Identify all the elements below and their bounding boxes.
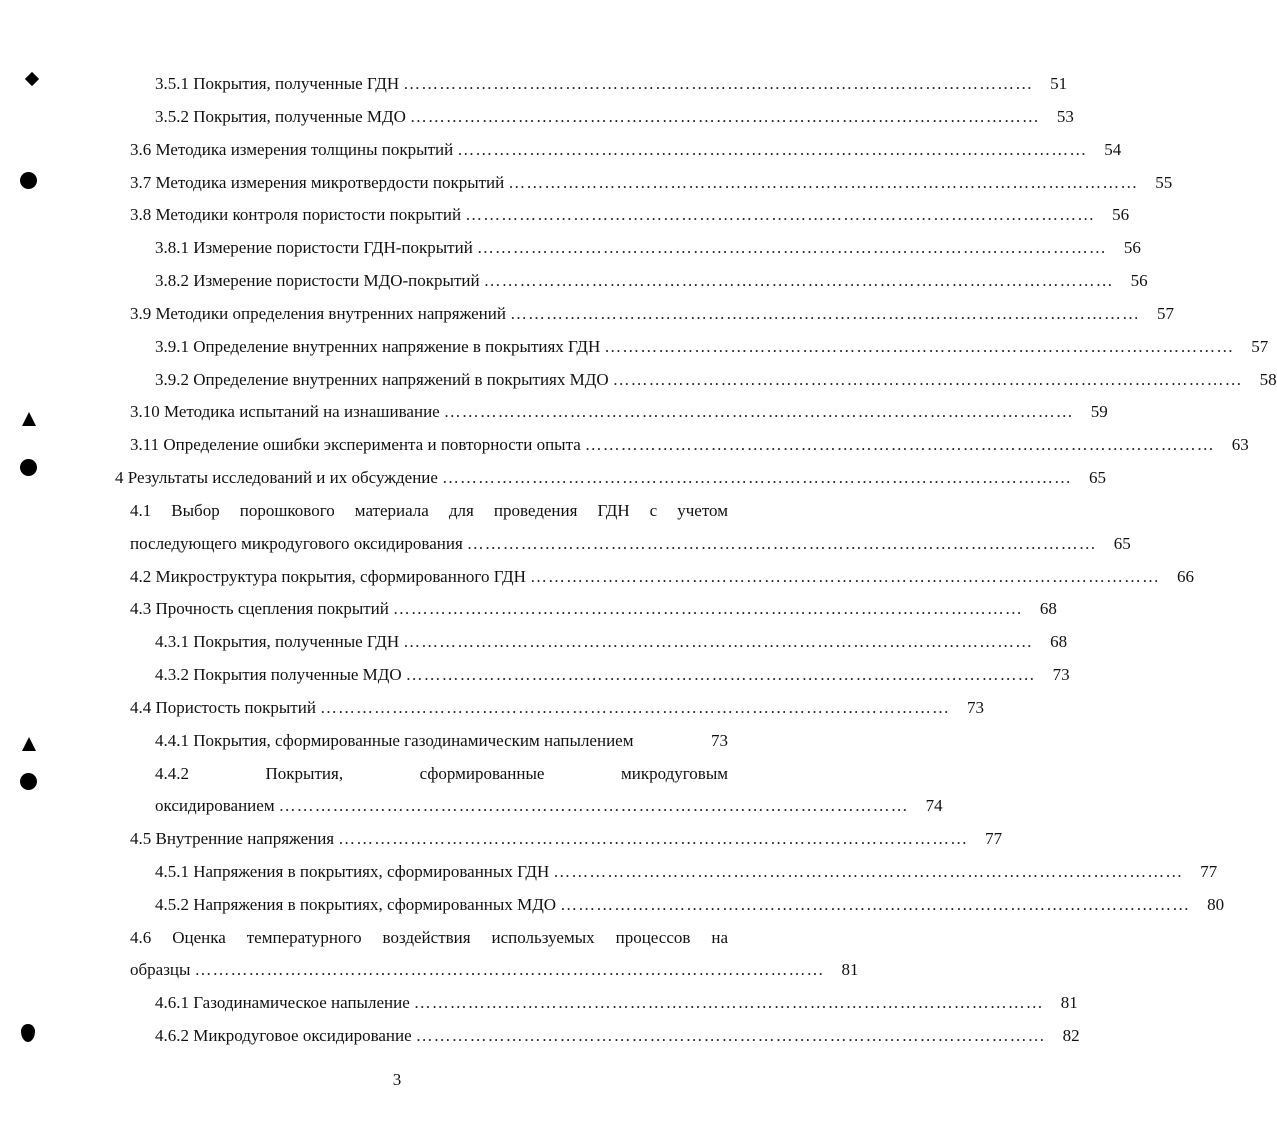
toc-entry-page: 59 <box>1090 402 1108 421</box>
toc-entry <box>155 795 943 817</box>
toc-entry-title: 4.5.1 Напряжения в покрытиях, сформированных ГДН <box>155 862 550 881</box>
toc-entry-page: 73 <box>1052 665 1070 684</box>
toc-entry <box>130 401 1108 423</box>
toc-entry-title: 4.5 Внутренние напряжения <box>130 829 335 848</box>
toc-entry-title: 3.11 Определение ошибки эксперимента и повторности опыта <box>130 435 581 454</box>
toc-leader-dots: …………………………………………………………………………………………… <box>194 960 825 979</box>
toc-leader-dots: …………………………………………………………………………………………… <box>319 698 950 717</box>
toc-leader-dots: …………………………………………………………………………………………… <box>604 337 1235 356</box>
toc-entry-title: 3.6 Методика измерения толщины покрытий <box>130 140 454 159</box>
toc-entry <box>130 303 1174 325</box>
toc-entry-title: образцы <box>130 960 191 979</box>
toc-entry-page: 81 <box>1060 993 1078 1012</box>
punch-hole-icon <box>20 172 37 189</box>
toc-entry-title: оксидированием <box>155 796 275 815</box>
toc-entry-page: 80 <box>1207 895 1225 914</box>
toc-entry-page: 56 <box>1130 271 1148 290</box>
toc-entry-title: 3.8 Методики контроля пористости покрытий <box>130 205 462 224</box>
toc-entry <box>130 598 1057 620</box>
toc-entry-title: 3.9.1 Определение внутренних напряжение в покрытиях ГДН <box>155 337 601 356</box>
toc-leader-dots: …………………………………………………………………………………………… <box>508 173 1139 192</box>
toc-entry <box>130 139 1122 161</box>
toc-leader-dots: …………………………………………………………………………………………… <box>403 632 1034 651</box>
toc-entry <box>130 172 1173 194</box>
toc-leader-dots: …………………………………………………………………………………………… <box>403 74 1034 93</box>
toc-leader-dots: …………………………………………………………………………………………… <box>553 862 1184 881</box>
toc-entry-title: 4.3.2 Покрытия полученные МДО <box>155 665 402 684</box>
toc-entry <box>130 927 728 949</box>
toc-entry <box>130 204 1130 226</box>
toc-entry-page: 82 <box>1062 1026 1080 1045</box>
toc-entry-page: 66 <box>1176 567 1194 586</box>
toc-leader-dots: …………………………………………………………………………………………… <box>612 370 1243 389</box>
toc-entry-title: 3.8.2 Измерение пористости МДО-покрытий <box>155 271 480 290</box>
toc-entry <box>130 566 1194 588</box>
toc-entry-page: 68 <box>1050 632 1068 651</box>
toc-entry-title: 3.10 Методика испытаний на изнашивание <box>130 402 440 421</box>
toc-entry-title: 4 Результаты исследований и их обсуждение <box>115 468 438 487</box>
toc-entry <box>130 533 1131 555</box>
toc-leader-dots: …………………………………………………………………………………………… <box>415 1026 1046 1045</box>
toc-entry-title: 4.6 Оценка температурного воздействия используемых процессов на <box>130 928 728 947</box>
toc-leader-dots: …………………………………………………………………………………………… <box>457 140 1088 159</box>
toc-leader-dots: …………………………………………………………………………………………… <box>278 796 909 815</box>
toc-entry-title: 4.3.1 Покрытия, полученные ГДН <box>155 632 400 651</box>
toc-entry-title: 4.3 Прочность сцепления покрытий <box>130 599 389 618</box>
toc-entry-title: 4.5.2 Напряжения в покрытиях, сформированных МДО <box>155 895 557 914</box>
toc-entry-page: 58 <box>1259 370 1277 389</box>
toc-leader-dots: …………………………………………………………………………………………… <box>338 829 969 848</box>
toc-entry-page: 81 <box>841 960 859 979</box>
toc-entry <box>130 500 728 522</box>
toc-entry-title: 4.2 Микроструктура покрытия, сформированного ГДН <box>130 567 526 586</box>
toc-entry <box>155 106 1074 128</box>
toc-entry <box>155 992 1078 1014</box>
toc-entry-title: 4.6.1 Газодинамическое напыление <box>155 993 410 1012</box>
scan-mark-icon <box>21 1024 35 1042</box>
toc-leader-dots: …………………………………………………………………………………………… <box>560 895 1191 914</box>
toc-entry-page: 73 <box>711 731 728 750</box>
toc-entry <box>130 697 984 719</box>
toc-entry <box>155 237 1141 259</box>
toc-leader-dots: …………………………………………………………………………………………… <box>409 107 1040 126</box>
toc-entry-title: 4.4.1 Покрытия, сформированные газодинамическим напылением <box>155 731 634 750</box>
toc-entry-page: 73 <box>966 698 984 717</box>
toc-entry <box>155 861 1218 883</box>
toc-entry-title: 3.9.2 Определение внутренних напряжений в покрытиях МДО <box>155 370 609 389</box>
toc-entry-page: 68 <box>1039 599 1057 618</box>
scan-mark-icon <box>22 737 36 751</box>
toc-entry-page: 51 <box>1050 74 1068 93</box>
toc-leader-dots: …………………………………………………………………………………………… <box>443 402 1074 421</box>
toc-entry-page: 55 <box>1155 173 1173 192</box>
toc-entry <box>130 828 1003 850</box>
toc-leader-dots: …………………………………………………………………………………………… <box>584 435 1215 454</box>
toc-leader-dots: …………………………………………………………………………………………… <box>483 271 1114 290</box>
toc-leader-dots: …………………………………………………………………………………………… <box>465 205 1096 224</box>
toc-leader-dots: …………………………………………………………………………………………… <box>413 993 1044 1012</box>
toc-entry-page: 56 <box>1112 205 1130 224</box>
toc-entry-title: 3.7 Методика измерения микротвердости покрытий <box>130 173 505 192</box>
toc-entry <box>155 894 1225 916</box>
toc-entry <box>155 369 1277 391</box>
toc-entry-page: 65 <box>1088 468 1106 487</box>
toc-entry-title: 4.1 Выбор порошкового материала для проведения ГДН с учетом <box>130 501 728 520</box>
toc-entry <box>155 763 728 785</box>
toc-entry-page: 77 <box>985 829 1003 848</box>
toc-entry-page: 63 <box>1231 435 1249 454</box>
toc-entry <box>155 664 1070 686</box>
toc-entry <box>155 270 1148 292</box>
toc-entry <box>115 467 1106 489</box>
toc-entry <box>130 959 859 981</box>
toc-entry-title: последующего микродугового оксидирования <box>130 534 463 553</box>
toc-leader-dots: …………………………………………………………………………………………… <box>405 665 1036 684</box>
toc-entry-page: 54 <box>1104 140 1122 159</box>
scan-mark-icon <box>22 412 36 426</box>
toc-leader-dots: …………………………………………………………………………………………… <box>441 468 1072 487</box>
toc-entry-title: 4.4 Пористость покрытий <box>130 698 316 717</box>
toc-entry-page: 77 <box>1200 862 1218 881</box>
toc-entry-page: 57 <box>1156 304 1174 323</box>
toc-entry-page: 56 <box>1123 238 1141 257</box>
toc-entry-title: 4.6.2 Микродуговое оксидирование <box>155 1026 412 1045</box>
toc-entry-title: 3.5.1 Покрытия, полученные ГДН <box>155 74 400 93</box>
toc-entry-page: 65 <box>1113 534 1131 553</box>
toc-entry <box>155 730 728 752</box>
toc-leader-dots: …………………………………………………………………………………………… <box>476 238 1107 257</box>
toc-entry-title: 3.9 Методики определения внутренних напряжений <box>130 304 506 323</box>
toc-entry-title: 3.5.2 Покрытия, полученные МДО <box>155 107 406 126</box>
scan-mark-icon <box>25 72 39 86</box>
toc-entry <box>155 1025 1080 1047</box>
toc-entry <box>155 631 1068 653</box>
toc-entry-page: 53 <box>1056 107 1074 126</box>
toc-leader-dots: …………………………………………………………………………………………… <box>529 567 1160 586</box>
toc-leader-dots: …………………………………………………………………………………………… <box>466 534 1097 553</box>
toc-entry <box>130 434 1249 456</box>
toc-leader-dots: …………………………………………………………………………………………… <box>509 304 1140 323</box>
toc-entry <box>155 73 1068 95</box>
punch-hole-icon <box>20 459 37 476</box>
toc-entry <box>155 336 1269 358</box>
toc-entry-page: 57 <box>1251 337 1269 356</box>
toc-entry-page: 74 <box>925 796 943 815</box>
punch-hole-icon <box>20 773 37 790</box>
toc-leader-dots: …………………………………………………………………………………………… <box>392 599 1023 618</box>
toc-entry-title: 4.4.2 Покрытия, сформированные микродуговым <box>155 764 728 783</box>
page-number: 3 <box>392 1070 402 1089</box>
toc-entry-title: 3.8.1 Измерение пористости ГДН-покрытий <box>155 238 473 257</box>
